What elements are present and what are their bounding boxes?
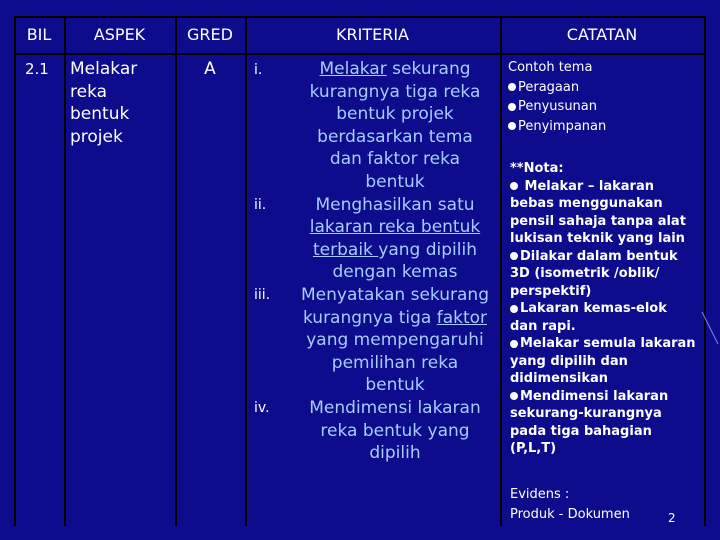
criteria-keyword: terbaik [313,239,379,260]
bullet-icon [508,103,516,111]
page-number: 2 [668,511,676,525]
bullet-icon [510,305,518,313]
contoh-item: Penyusunan [508,97,704,117]
header-kriteria: KRITERIA [336,25,409,44]
nota-line: pada tiga bahagian [510,423,652,439]
criteria-line: pemilihan reka [331,352,459,373]
criteria-line: bentuk projek [336,104,454,125]
criteria-line: dengan kemas [332,262,458,283]
aspek-line: bentuk [70,104,130,125]
criteria-line: terbaik yang dipilih [313,239,477,260]
criteria-line: berdasarkan tema [317,126,473,147]
grid-line [64,16,66,526]
bullet-icon [510,340,518,348]
criteria-line: bentuk [365,375,425,396]
nota-line: pensil sahaja tanpa alat [510,213,686,229]
nota-line: 3D (isometrik /oblik/ [510,266,660,281]
nota-line: sekurang-kurangnya [510,406,662,421]
aspek-cell [70,58,175,148]
nota-line: lukisan teknik yang lain [510,231,685,246]
bullet-icon [508,83,516,91]
gred-value: A [204,59,216,79]
bullet-icon [510,182,518,190]
header-gred: GRED [187,25,233,44]
evidens-label: Evidens : [510,487,570,502]
nota-line: dan rapi. [510,318,576,334]
nota-line: perspektif) [510,283,592,299]
criteria-keyword: lakaran reka bentuk [309,217,481,238]
nota-line: bebas menggunakan [510,196,663,211]
criteria-number: i. [254,62,263,78]
criteria-line: kurangnya tiga reka [309,81,481,102]
nota-line: (P,L,T) [510,441,557,456]
bullet-icon [508,122,516,130]
criteria-line [290,216,500,239]
aspek-line: Melakar [70,59,138,79]
header-catatan: CATATAN [566,25,638,44]
criteria-line: Melakar sekurang [319,59,471,79]
header-aspek: ASPEK [93,25,146,44]
evidens-block [510,485,660,525]
nota-item: Melakar – lakaran [510,178,706,196]
evidens-value: Produk - Dokumen [510,507,630,522]
diagonal-mark-icon [700,310,720,350]
contoh-item: Peragaan [508,78,704,98]
criteria-line: yang mempengaruhi [306,330,484,351]
nota-line: didimensikan [510,371,609,386]
grid-line [500,16,502,526]
criteria-number: iii. [254,287,271,303]
bil-value: 2.1 [25,60,49,78]
bullet-icon [510,252,518,260]
grid-line [14,16,704,18]
criteria-line: reka bentuk yang [320,420,470,441]
contoh-item: Penyimpanan [508,117,704,137]
grid-line [175,16,177,526]
aspek-line: reka [70,81,108,102]
criteria-keyword: faktor [436,307,488,328]
contoh-title: Contoh tema [508,60,593,75]
criteria-line: dipilih [369,443,421,464]
criteria-number: ii. [254,197,267,213]
criteria-line: bentuk [365,171,425,192]
grid-line [14,53,704,55]
grid-line [14,16,16,526]
criteria-line: Menghasilkan satu [315,194,475,215]
aspek-line: projek [70,126,123,147]
bullet-icon [510,392,518,400]
criteria-line: dan faktor reka [329,149,461,170]
nota-block [510,160,706,458]
nota-item: Lakaran kemas-elok [510,300,706,318]
criteria-text [290,58,500,465]
criteria-keyword: Melakar [319,59,387,79]
nota-line: yang dipilih dan [510,353,628,369]
criteria-line: kurangnya tiga faktor [302,307,488,328]
criteria-number: iv. [254,400,270,416]
criteria-line: Mendimensi lakaran [309,397,481,418]
nota-title: **Nota: [510,161,564,176]
nota-item: Mendimensi lakaran [510,388,706,406]
header-bil: BIL [26,25,52,44]
contoh-tema-block [508,58,704,136]
nota-item: Dilakar dalam bentuk [510,248,706,266]
nota-item: Melakar semula lakaran [510,335,706,353]
criteria-line: Menyatakan sekurang [301,284,489,305]
grid-line [245,16,247,526]
